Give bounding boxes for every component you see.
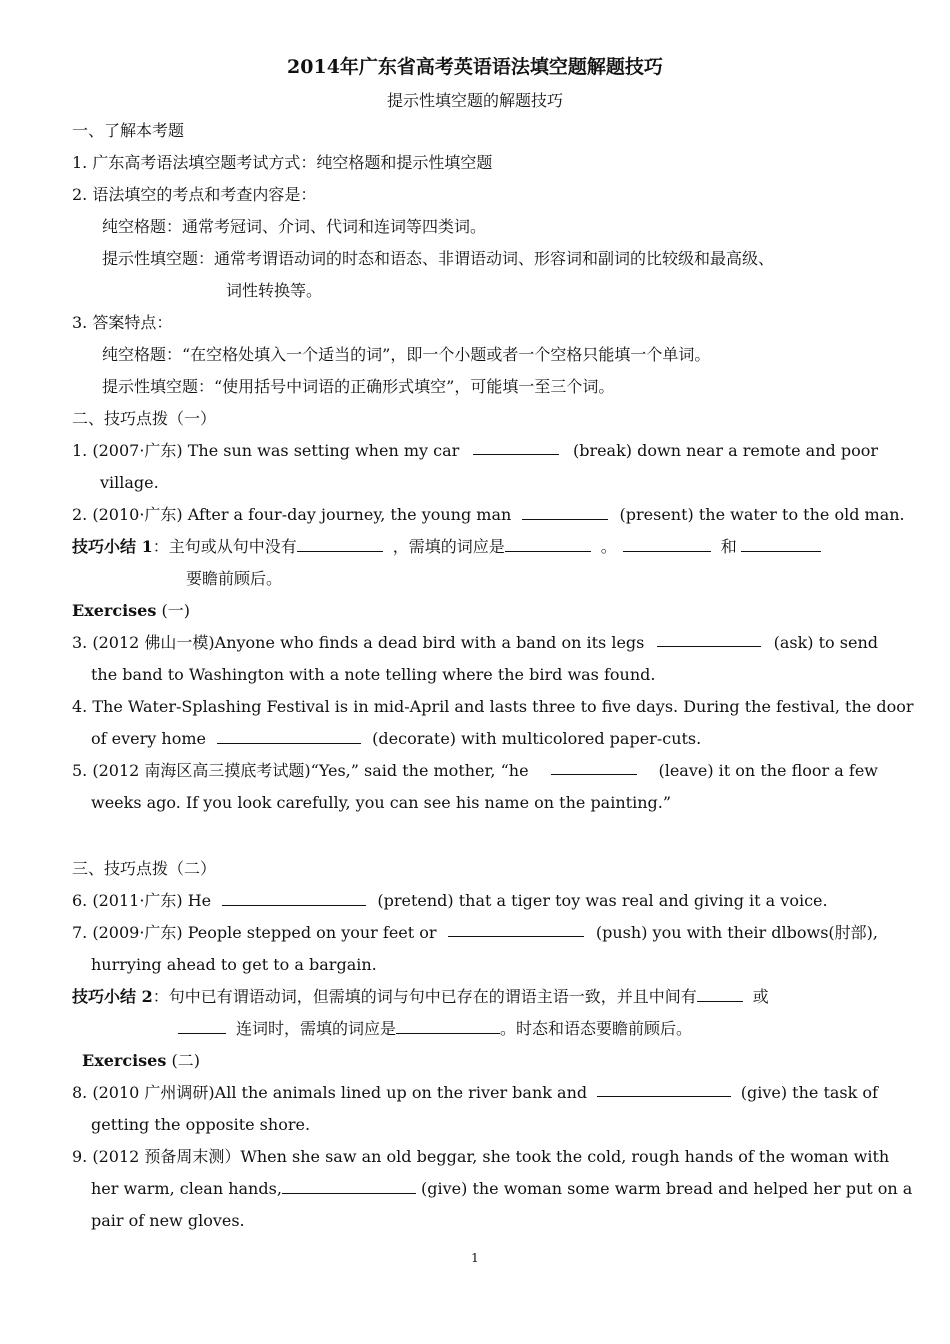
answer-blank[interactable] [657,632,761,647]
list-item: 3. 答案特点： [72,313,173,332]
answer-blank[interactable] [697,987,743,1002]
question-text: 7. (2009·广东) People stepped on your feet or [72,923,437,942]
question-text: (break) down near a remote and poor [572,441,878,460]
tip-text: 和 [720,537,737,556]
tip-label: 技巧小结 2 [72,987,153,1006]
question-text: getting the opposite shore. [91,1115,311,1134]
answer-blank[interactable] [178,1019,226,1034]
tip-text: 。 [600,537,617,556]
answer-blank[interactable] [597,1082,731,1097]
question-text: 9. (2012 预备周末测）When she saw an old beggar, she took the cold, rough hands of the woman with [72,1147,890,1166]
list-item: 纯空格题：通常考冠词、介词、代词和连词等四类词。 [102,217,487,236]
answer-blank[interactable] [297,537,383,552]
tip-text: 要瞻前顾后。 [186,569,283,588]
section-heading: 三、技巧点拨（二） [72,859,217,878]
question-text: (leave) it on the floor a few [658,761,878,780]
question-9-cont [91,1178,913,1200]
question-text: 5. (2012 南海区高三摸底考试题)“Yes,” said the mother, “he [72,761,529,780]
question-3 [72,632,878,654]
answer-blank[interactable] [522,505,608,520]
question-text: (ask) to send [773,633,878,652]
list-item: 提示性填空题：“使用括号中词语的正确形式填空”，可能填一至三个词。 [102,377,615,396]
question-2 [72,504,905,526]
answer-blank[interactable] [448,922,584,937]
section-heading: 一、了解本考题 [72,121,185,140]
list-item: 纯空格题：“在空格处填入一个适当的词”，即一个小题或者一个空格只能填一个单词。 [102,345,711,364]
section-heading: 二、技巧点拨（一） [72,409,217,428]
page-subtitle: 提示性填空题的解题技巧 [386,91,563,110]
question-1 [72,440,878,462]
exercises-number: (一) [156,601,190,620]
question-text: (pretend) that a tiger toy was real and giving it a voice. [377,891,828,910]
question-text: 4. The Water-Splashing Festival is in mid-April and lasts three to five days. During the festival, the door [72,697,914,716]
exercises-label: Exercises [82,1051,167,1070]
question-text: (give) the task of [740,1083,878,1102]
question-text: 3. (2012 佛山一模)Anyone who finds a dead bird with a band on its legs [72,633,645,652]
question-text: weeks ago. If you look carefully, you can see his name on the painting.” [91,793,671,812]
exercises-heading [72,600,878,622]
question-6 [72,890,878,912]
answer-blank[interactable] [473,440,559,455]
page-title: 2014年广东省高考英语语法填空题解题技巧 [287,56,663,78]
tip-label: 技巧小结 1 [72,537,153,556]
answer-blank[interactable] [741,537,821,552]
tip-text: 。时态和语态要瞻前顾后。 [500,1019,693,1038]
answer-blank[interactable] [282,1179,416,1194]
question-text: pair of new gloves. [91,1211,245,1230]
answer-blank[interactable] [505,537,591,552]
answer-blank[interactable] [222,891,366,906]
tip-summary-1 [72,536,878,558]
tip-text: ：主句或从句中没有 [152,537,297,556]
question-text: village. [100,473,159,492]
answer-blank[interactable] [551,760,637,775]
list-item: 提示性填空题：通常考谓语动词的时态和语态、非谓语动词、形容词和副词的比较级和最高级、 [102,249,775,268]
question-text: 6. (2011·广东) He [72,891,212,910]
question-text: her warm, clean hands, [91,1179,282,1198]
exercises-label: Exercises [72,601,157,620]
answer-blank[interactable] [623,537,711,552]
question-text: (push) you with their dlbows(肘部), [595,923,878,942]
question-text: (decorate) with multicolored paper-cuts. [372,729,702,748]
question-text: of every home [91,729,206,748]
answer-blank[interactable] [396,1019,500,1034]
question-text: (present) the water to the old man. [619,505,905,524]
tip-summary-2 [72,986,878,1008]
page-number: 1 [471,1251,479,1265]
tip-text: 或 [752,987,769,1006]
question-7 [72,922,878,944]
tip-text: ：句中已有谓语动词，但需填的词与句中已存在的谓语主语一致，并且中间有 [152,987,697,1006]
question-5 [72,760,878,782]
question-text: hurrying ahead to get to a bargain. [91,955,377,974]
question-text: 2. (2010·广东) After a four-day journey, the young man [72,505,512,524]
question-text: the band to Washington with a note telling where the bird was found. [91,665,656,684]
question-text: (give) the woman some warm bread and helped her put on a [421,1179,913,1198]
tip-summary-2-cont [178,1018,878,1040]
answer-blank[interactable] [217,729,361,744]
question-text: 8. (2010 广州调研)All the animals lined up on the river bank and [72,1083,588,1102]
question-text: 1. (2007·广东) The sun was setting when my car [72,441,460,460]
tip-text: 连词时，需填的词应是 [236,1019,397,1038]
tip-text: ，需填的词应是 [392,537,505,556]
question-4-cont [91,728,878,750]
exercises-heading [82,1050,878,1072]
exercises-number: (二) [166,1051,200,1070]
list-item: 词性转换等。 [226,281,323,300]
list-item: 1. 广东高考语法填空题考试方式：纯空格题和提示性填空题 [72,153,493,172]
question-8 [72,1082,878,1104]
list-item: 2. 语法填空的考点和考查内容是： [72,185,317,204]
